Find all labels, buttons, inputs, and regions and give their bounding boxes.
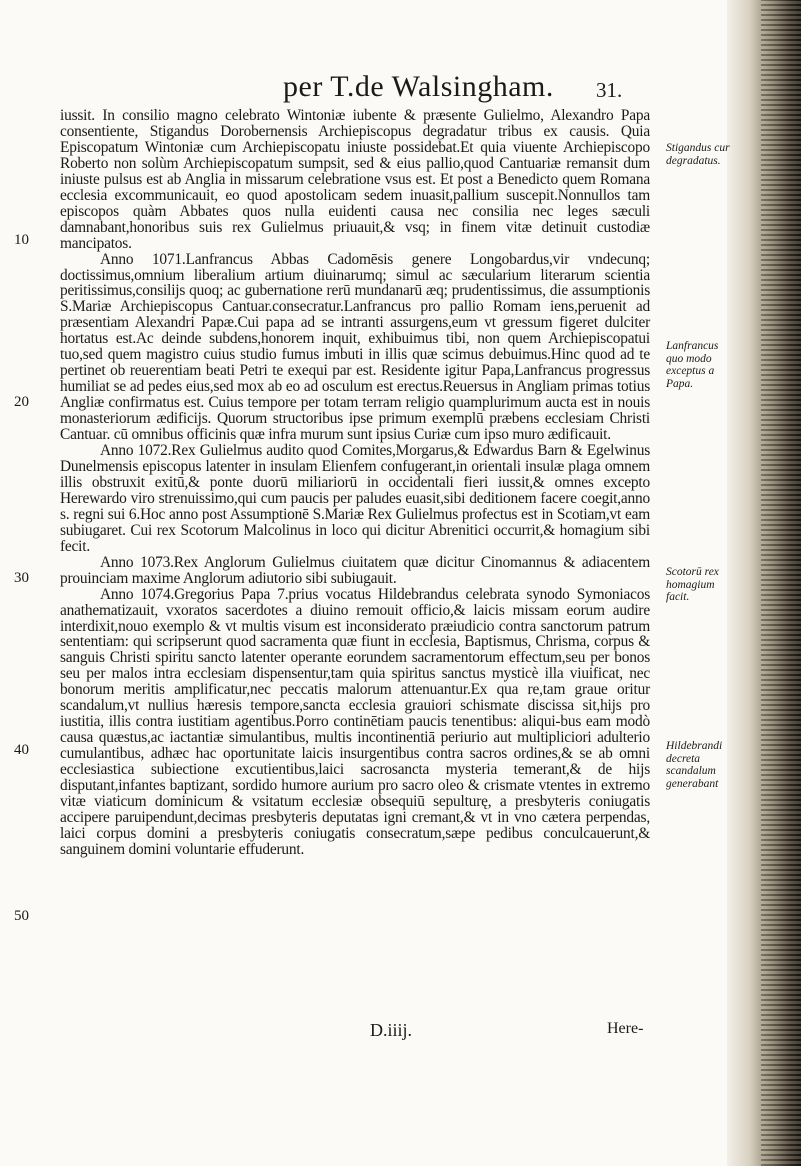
margin-note: Lanfrancus quo modo exceptus a Papa. (666, 340, 719, 390)
paragraph: Anno 1073.Rex Anglorum Gulielmus ciuitatem quæ dicitur Cinomannus & adiacentem prouinciam maxime Anglorum adiutorio sibi subiugauit. (60, 553, 650, 587)
margin-note: Scotorū rex homagium facit. (666, 566, 719, 603)
line-number: 40 (14, 742, 29, 758)
page-edges (761, 0, 801, 1166)
line-number: 10 (14, 232, 29, 248)
main-text (60, 108, 650, 858)
margin-note: Stigandus cur degradatus. (666, 142, 730, 167)
running-head: per T.de Walsingham. (283, 70, 554, 103)
paragraph: iussit. In consilio magno celebrato Wintoniæ iubente & præsente Gulielmo, Alexandro Papa consentiente, Stigandus Dorobernensis Archiepiscopus degradatur tribus ex causis. Quia Episcopatum Wintoniæ cum Archiepiscopatu iniuste possidebat.Et quia viuente Archiepiscopo Roberto non solùm Archiepiscopatum sumpsit, sed & eius pallio,quod Cantuariæ remansit dum iniuste pulsus est ab Anglia in missarum celebratione vsus est. Et post a Benedicto quem Romana ecclesia excommunicauit, eo quod apostolicam sedem inuasit,pallium suscepit.Nonnullos tam episcopos quàm Abbates quos nulla euidenti causa nec consilia nec leges sæculi damnabant,honoribus suis rex Gulielmus priuauit,& vsq; in finem vitæ detinuit custodiæ mancipatos. (60, 107, 650, 252)
catchword: Here- (607, 1020, 644, 1037)
paragraph: Anno 1072.Rex Gulielmus audito quod Comites,Morgarus,& Edwardus Barn & Egelwinus Dunelmensis episcopus latenter in insulam Elienfem confugerant,in orientali insulæ plaga omnem illis obstruxit exitū,& ponte duorū miliariorū in occidentali fieri iussit,& omnes excepto Herewardo viro strenuissimo,qui cum paucis per paludes euasit,sibi deditionem facere coegit,anno s. regni sui 6.Hoc anno post Assumptionē S.Mariæ Rex Gulielmus profectus est in Scotiam,vt eam subiugaret. Cui rex Scotorum Malcolinus in loco qui dicitur Abrenitici occurrit,& homagium sibi fecit. (60, 442, 650, 555)
paragraph: Anno 1071.Lanfrancus Abbas Cadomēsis genere Longobardus,vir vndecunq; doctissimus,omnium liberalium artium diuinarumq; simul ac sæcularium literarum scientia peritissimus,consilijs quoq; ac gubernatione rerū mundanarū æq; prudentissimus, die assumptionis S.Mariæ Archiepiscopus Cantuar.consecratur.Lanfrancus pro pallio Romam iens,peruenit ad præsentiam Alexandri Papæ.Cui papa ad se intranti assurgens,eum vt gressum figeret dulciter hortatus est.Ac deinde subdens,honorem inquit, exhibuimus tibi, non quem Archiepiscopatui tuo,sed quem magistro cuius studio fumus imbuti in illis quæ scimus debuimus.Hinc quod ad te pertinet ob reuerentiam beati Petri te exequi par est. Residente igitur Papa,Lanfrancus progressus humiliat se ad pedes eius,sed mox ab eo ad osculum est erectus.Reuersus in Angliam primas totius Angliæ confirmatus est. Cuius tempore per totam terram religio quamplurimum aucta est in nouis monasteriorum ædificijs. Quorum structoribus ipse primum exemplū præbens ecclesiam Christi Cantuar. cū omnibus officinis quæ infra murum sunt ipsius Curiæ cum ipso muro ædificauit. (60, 250, 650, 444)
signature-mark: D.iiij. (370, 1020, 413, 1040)
paragraph: Anno 1074.Gregorius Papa 7.prius vocatus Hildebrandus celebrata synodo Symoniacos anathematizauit, vxoratos sacerdotes a diuino remouit officio,& laicis missam eorum audire interdixit,nouo exemplo & vt multis visum est inconsiderato præiudicio contra sanctorum patrum sententiam: qui scripserunt quod sacramenta quæ fiunt in ecclesia, Baptismus, Chrisma, corpus & sanguis Christi spiritu sancto latenter operante eorundem sacramentorum effectum,seu per bonos seu per malos intra ecclesiam dispensentur,tam quia spiritus sanctus mysticè illa viuificat, nec bonorum meritis amplificatur,nec peccatis malorum attenuantur.Ex qua re,tam graue oritur scandalum,vt nullius hæresis tempore,sancta ecclesia grauiori schismate discissa sit,hijs pro iustitia, illis contra iustitiam agentibus.Porro continētiam paucis tenentibus: aliqui-bus eam modò causa quæstus,ac iactantiæ simulantibus, multis incontinentiā periurio aut multipliciori adulterio cumulantibus, adhæc hac oportunitate laicis insurgentibus contra sacros ordines,& se ab omni ecclesiastica subiectione excutientibus,laici sacrosancta mysteria temerant,& de hijs disputant,infantes baptizant, sordido humore aurium pro sacro oleo & crismate vtentes in extremo vitæ viaticum dominicum & vsitatum ecclesiæ obsequiū sepulturę, a presbyteris coniugatis accipere paruipendunt,decimas presbyteris deputatas igni cremant,& vt in vno cætera perpendas, laici corpus domini a presbyteris coniugatis consecratum,sæpe pedibus conculcauerunt,& sanguinem domini voluntarie effuderunt. (60, 585, 650, 858)
page-header (40, 70, 720, 110)
line-number: 30 (14, 570, 29, 586)
page-number: 31. (596, 78, 623, 102)
margin-note: Hildebrandi decreta scandalum generabant (666, 740, 723, 790)
line-number: 50 (14, 908, 29, 924)
line-number: 20 (14, 394, 29, 410)
